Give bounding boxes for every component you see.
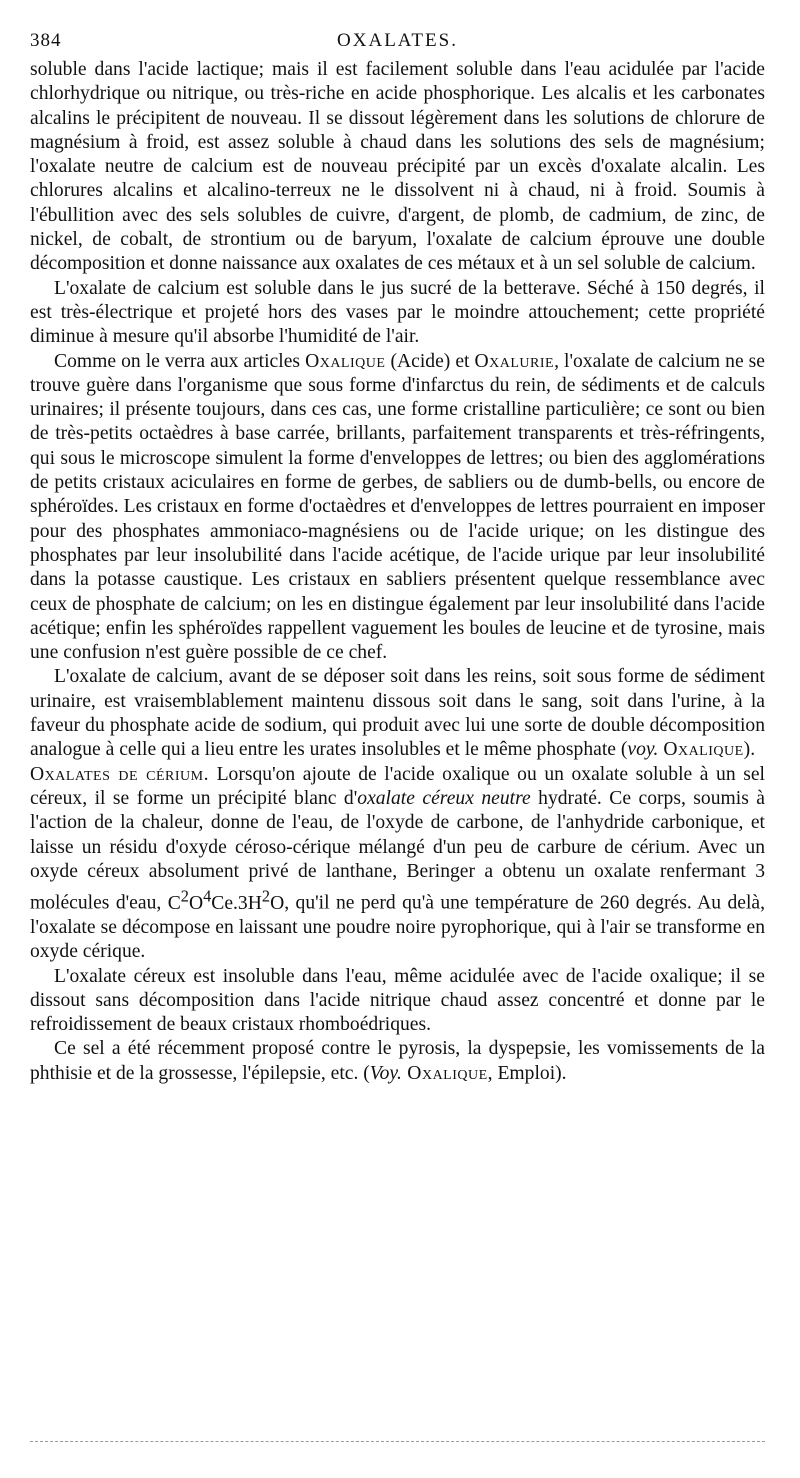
- cross-reference: Oxalique: [305, 350, 386, 372]
- paragraph-text: Comme on le verra aux articles: [54, 350, 306, 372]
- chemical-formula: [167, 886, 285, 914]
- formula-part: 2: [180, 886, 189, 906]
- paragraph-text: L'oxalate de calcium, avant de se déposer soit dans les reins, soit sous forme de sédiment urinaire, est vraisemblablement maintenu dissous soit dans le sang, soit dans l'urine, à la faveur du phosphate acide de sodium, qui produit avec lui une sorte de double décomposition analogue à celle qui a lieu entre les urates insolubles et le même phosphate (: [30, 666, 765, 761]
- running-header: [30, 24, 765, 58]
- formula-part: O: [188, 892, 204, 914]
- paragraph-uses: [30, 1037, 765, 1086]
- paragraph-organism: [30, 350, 765, 666]
- footer-rule: [30, 1441, 765, 1442]
- paragraph-dissolved: [30, 665, 765, 762]
- paragraph-text: hydraté. Ce corps, soumis à l'action de la chaleur, donne de l'eau, de l'oxyde de carbone, de l'anhydride carbonique, et laisse un résidu d'oxyde céroso-cérique mélangé d'un peu de carbure de cérium. Avec un oxyde céreux absolument privé de lanthane, Beringer a obtenu un oxalate renfermant 3 molécules d'eau,: [30, 787, 766, 914]
- formula-part: C: [167, 892, 181, 914]
- header-title: OXALATES.: [337, 30, 458, 51]
- voy-abbreviation: Voy.: [369, 1062, 402, 1084]
- paragraph-text: Ce sel a été récemment proposé contre le pyrosis, la dyspepsie, les vomissements de la phthisie et de la grossesse, l'épilepsie, etc. (: [30, 1038, 765, 1084]
- paragraph-text: , Emploi).: [487, 1062, 567, 1084]
- voy-abbreviation: voy.: [627, 739, 659, 761]
- cross-reference: Oxalique: [401, 1062, 488, 1084]
- formula-part: 2: [261, 886, 271, 906]
- paragraph-insoluble: [30, 965, 765, 1038]
- italic-term: oxalate céreux neutre: [357, 787, 531, 809]
- body-text: [30, 58, 765, 1086]
- paragraph-text: Lorsqu'on ajoute de l'acide oxalique ou un oxalate soluble à un sel céreux, il se forme un précipité blanc d': [30, 763, 765, 809]
- paragraph-text: soluble dans l'acide lactique; mais il est facilement soluble dans l'eau acidulée par l'acide chlorhydrique ou nitrique, ou très-riche en acide phosphorique. Les alcalis et les carbonates alcalins le précipitent de nouveau. Il se dissout légèrement dans les solutions de chlorure de magnésium à froid, est assez soluble à chaud dans les solutions des sels de magnésium; l'oxalate neutre de calcium est de nouveau précipité par un excès d'oxalate alcalin. Les chlorures alcalins et alcalino-terreux ne le dissolvent ni à chaud, ni à froid. Soumis à l'ébullition avec des sels solubles de cuivre, d'argent, de plomb, de cadmium, de zinc, de nickel, de cobalt, de strontium ou de baryum, l'oxalate de calcium éprouve une double décomposition et donne naissance aux oxalates de ces métaux et à un sel soluble de calcium.: [30, 59, 765, 275]
- paragraph-text: ).: [743, 739, 756, 761]
- formula-part: O: [270, 892, 285, 914]
- paragraph-solubility: [30, 58, 765, 277]
- formula-part: 4: [203, 886, 212, 906]
- paragraph-text: L'oxalate céreux est insoluble dans l'eau, même acidulée avec de l'acide oxalique; il se dissout sans décomposition dans l'acide nitrique chaud assez concentré et donne par le refroidissement de beaux cristaux rhomboédriques.: [30, 965, 765, 1036]
- paragraph-beet-juice: [30, 277, 765, 350]
- paragraph-text: , l'oxalate de calcium ne se trouve guère dans l'organisme que sous forme d'infarctus du rein, de sédiments et de calculs urinaires; il présente toujours, dans ces cas, une forme cristalline particulière; ce sont ou bien de très-petits octaèdres à base carrée, brillants, parfaitement transparents et très-réfringents, qui sous le microscope simulent la forme d'enveloppes de lettres; ou bien des agglomérations de petits cristaux aciculaires en forme de gerbes, de sabliers ou de dumb-bells, ou encore de sphéroïdes. Les cristaux en forme d'octaèdres et d'enveloppes de lettres pourraient en imposer pour des phosphates ammoniaco-magnésiens ou de l'acide urique; on les distingue des phosphates par leur insolubilité dans l'acide acétique, de l'acide urique par leur insolubilité dans la potasse caustique. Les cristaux en sabliers présentent quelque ressemblance avec ceux de phosphate de calcium; on les en distingue également par leur insolubilité dans l'acide acétique; enfin les sphéroïdes rappellent vaguement les boules de leucine et de tyrosine, mais une confusion n'est guère possible de ce chef.: [30, 350, 765, 664]
- section-heading: Oxalates de cérium.: [30, 763, 210, 785]
- formula-part: Ce.3H: [211, 892, 262, 914]
- paragraph-text: (Acide) et: [385, 350, 475, 372]
- page-number: 384: [30, 30, 62, 51]
- cross-reference: Oxalurie: [474, 350, 555, 372]
- paragraph-cerium: [30, 763, 765, 965]
- document-page: [30, 24, 765, 1086]
- cross-reference: Oxalique: [663, 739, 744, 761]
- paragraph-text: , qu'il ne perd qu'à une température de 260 degrés. Au delà, l'oxalate se décompose en laissant une poudre noire pyrophorique, qui à l'air se transforme en oxyde cérique.: [30, 892, 765, 963]
- paragraph-text: L'oxalate de calcium est soluble dans le jus sucré de la betterave. Séché à 150 degrés, il est très-électrique et projeté hors des vases par le moindre attouchement; cette propriété diminue à mesure qu'il absorbe l'humidité de l'air.: [30, 277, 765, 348]
